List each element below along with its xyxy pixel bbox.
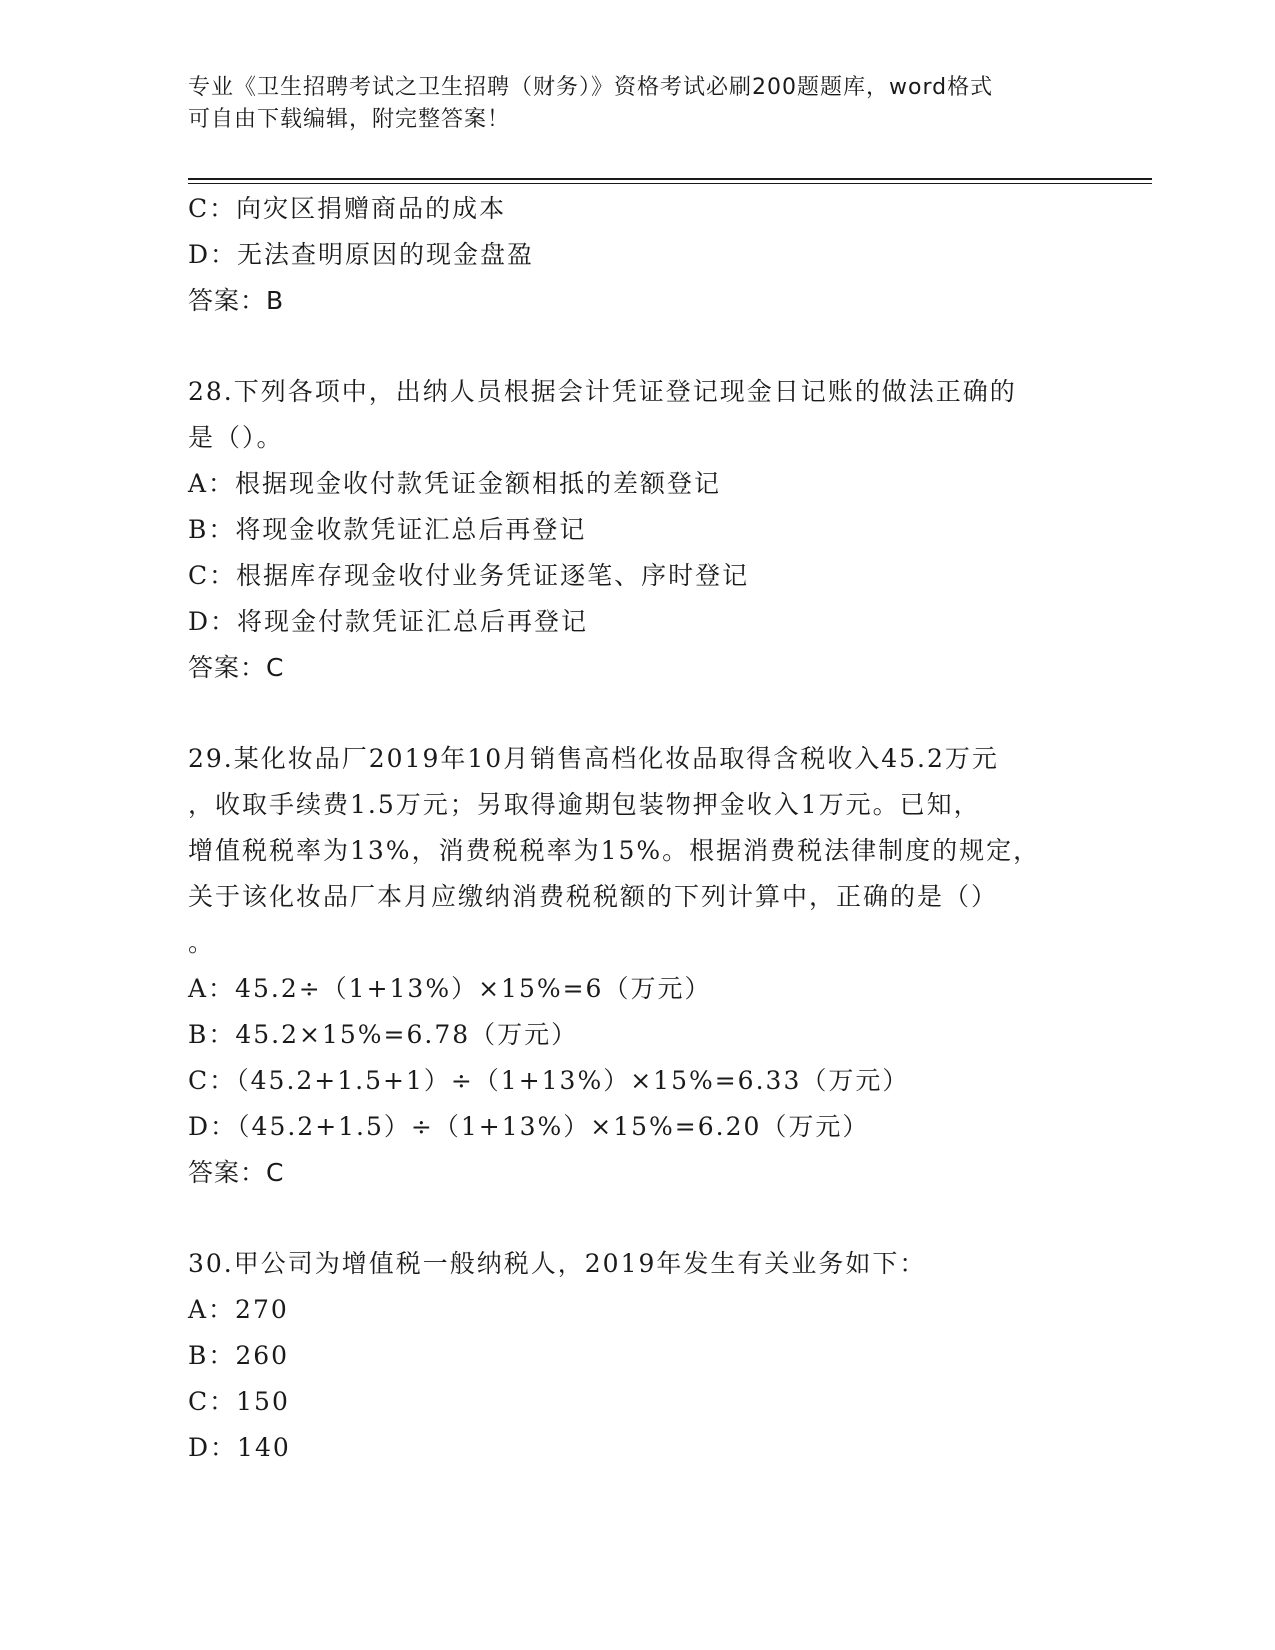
option-c: C：（45.2+1.5+1）÷（1+13%）×15%=6.33（万元）	[188, 1066, 910, 1095]
document-body	[188, 186, 1088, 1471]
question-text-line: ，收取手续费1.5万元；另取得逾期包装物押金收入1万元。已知，	[188, 790, 981, 819]
option-c: C：根据库存现金收付业务凭证逐笔、序时登记	[188, 561, 750, 590]
question-text-line: 关于该化妆品厂本月应缴纳消费税税额的下列计算中，正确的是（）	[188, 882, 999, 911]
option-c: C：150	[188, 1387, 290, 1416]
question-text-line: 是（）。	[188, 423, 284, 452]
option-b: B：260	[188, 1341, 290, 1370]
header-rule-thin	[188, 183, 1152, 184]
question-text-line: 29.某化妆品厂2019年10月销售高档化妆品取得含税收入45.2万元	[188, 744, 999, 773]
question-text	[188, 736, 1088, 966]
answer-line: 答案：C	[188, 653, 285, 682]
document-header	[188, 72, 1088, 136]
question-30	[188, 1241, 1088, 1471]
question-text-line: 。	[188, 928, 216, 957]
option-d: D：140	[188, 1433, 291, 1462]
question-27-tail	[188, 186, 1088, 324]
option-d: D：（45.2+1.5）÷（1+13%）×15%=6.20（万元）	[188, 1112, 870, 1141]
option-d: D：无法查明原因的现金盘盈	[188, 240, 535, 269]
question-text-line: 增值税税率为13%，消费税税率为15%。根据消费税法律制度的规定，	[188, 836, 1041, 865]
option-c: C：向灾区捐赠商品的成本	[188, 194, 507, 223]
question-text	[188, 1241, 1088, 1287]
question-text	[188, 369, 1088, 461]
option-b: B：将现金收款凭证汇总后再登记	[188, 515, 587, 544]
question-text-line: 28.下列各项中，出纳人员根据会计凭证登记现金日记账的做法正确的	[188, 377, 1017, 406]
answer-line: 答案：C	[188, 1158, 285, 1187]
header-line-2: 可自由下载编辑，附完整答案！	[188, 107, 511, 132]
answer-line: 答案：B	[188, 286, 285, 315]
question-29	[188, 736, 1088, 1196]
question-28	[188, 369, 1088, 691]
option-b: B：45.2×15%=6.78（万元）	[188, 1020, 579, 1049]
option-a: A：270	[188, 1295, 289, 1324]
header-line-1: 专业《卫生招聘考试之卫生招聘（财务）》资格考试必刷200题题库，word格式	[188, 75, 994, 100]
option-d: D：将现金付款凭证汇总后再登记	[188, 607, 589, 636]
option-a: A：45.2÷（1+13%）×15%=6（万元）	[188, 974, 712, 1003]
header-rule-thick	[188, 178, 1152, 180]
question-text-line: 30.甲公司为增值税一般纳税人，2019年发生有关业务如下：	[188, 1249, 927, 1278]
option-a: A：根据现金收付款凭证金额相抵的差额登记	[188, 469, 722, 498]
